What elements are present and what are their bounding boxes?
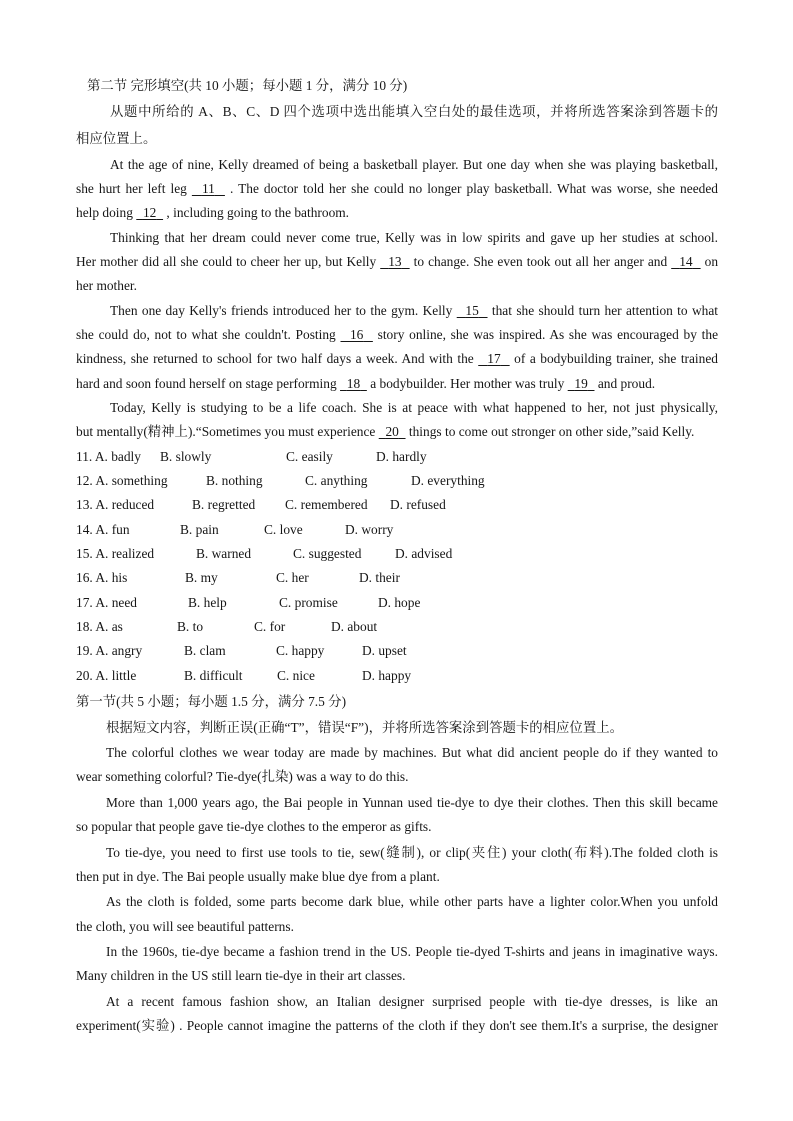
question-number: 14. [76,521,93,537]
blank-19: 19 [574,375,588,391]
option-b: B. my [185,570,218,586]
passage-line: her mother. [76,278,137,294]
question-number: 19. [76,643,93,659]
passage-line: As the cloth is folded, some parts become dark blue, while other parts have a lighter color.When you unfold [106,894,718,910]
passage-line [76,420,718,444]
cloze-directions-line: 相应位置上。 [76,130,157,146]
option-d: D. hardly [376,448,427,464]
passage-text: that she should turn her attention to what [491,302,718,318]
true-false-section-heading: 第一节(共 5 小题；每小题 1.5 分，满分 7.5 分) [76,694,347,710]
passage-line: wear something colorful? Tie-dye(扎染) was a way to do this. [76,769,409,785]
option-row-18 [76,615,718,639]
question-number: 11. [76,448,93,464]
option-b: B. difficult [184,667,243,683]
option-a: A. something [95,472,168,488]
option-row-12 [76,469,718,493]
blank-13: 13 [388,253,402,269]
passage-text: , including going to the bathroom. [166,205,350,221]
question-number: 20. [76,667,93,683]
option-d: D. everything [411,472,485,488]
option-a: A. reduced [95,497,155,513]
option-a: A. little [95,667,137,683]
passage-text: but mentally(精神上).“Sometimes you must experience [76,424,376,440]
passage-line: More than 1,000 years ago, the Bai people in Yunnan used tie-dye to dye their clothes. Then this skill became [106,794,718,810]
question-number: 12. [76,472,93,488]
option-row-16 [76,566,718,590]
option-c: C. suggested [293,546,362,561]
option-a: A. realized [95,546,155,561]
option-c: C. her [276,570,309,586]
passage-text: Then one day Kelly's friends introduced her to the gym. Kelly [110,302,453,318]
passage-line: In the 1960s, tie-dye became a fashion trend in the US. People tie-dyed T-shirts and jeans in imaginative ways. [106,944,718,960]
question-number: 15. [76,546,93,561]
blank-15: 15 [465,302,479,318]
option-a: A. angry [95,643,143,659]
option-c: C. nice [277,667,315,683]
passage-text: to change. She even took out all her anger and [413,253,668,269]
passage-line: the cloth, you will see beautiful patterns. [76,918,294,934]
option-a: A. need [95,594,138,610]
option-c: C. easily [286,448,333,464]
option-b: B. regretted [192,497,256,513]
option-row-11 [76,445,718,469]
passage-line: To tie-dye, you need to first use tools to tie, sew(缝制), or clip(夹住) your cloth(布料).The folded cloth is [106,844,718,860]
passage-line [76,372,718,396]
option-a: A. badly [94,448,141,464]
option-b: B. warned [196,546,252,561]
option-row-14 [76,518,718,542]
option-c: C. anything [305,472,368,488]
passage-text: . The doctor told her she could no longer play basketball. What was worse, she needed [229,180,718,196]
passage-line: so popular that people gave tie-dye clothes to the emperor as gifts. [76,819,432,835]
option-row-19 [76,639,718,663]
passage-line: The colorful clothes we wear today are made by machines. But what did ancient people do if they wanted to [106,745,718,761]
option-row-13 [76,493,718,517]
option-d: D. upset [362,643,407,659]
option-b: B. nothing [206,472,263,488]
passage-line [76,347,718,371]
passage-text: kindness, she returned to school for two half days a week. And with the [76,351,474,367]
passage-text: story online, she was inspired. As she was encouraged by the [377,326,719,342]
option-row-20 [76,664,718,688]
option-d: D. happy [362,667,412,683]
option-row-15 [76,542,718,566]
question-number: 16. [76,570,93,586]
option-b: B. to [177,619,204,635]
passage-text: things to come out stronger on other side,”said Kelly. [408,424,695,440]
option-b: B. slowly [160,448,212,464]
option-a: A. as [95,619,123,635]
option-d: D. worry [345,521,394,537]
passage-line: At a recent famous fashion show, an Italian designer surprised people with tie-dye dresses, is like an [106,993,718,1009]
question-number: 18. [76,619,93,635]
blank-12: 12 [142,205,157,221]
passage-text: of a bodybuilding trainer, she trained [514,351,718,367]
option-c: C. promise [279,594,338,610]
blank-14: 14 [679,253,693,269]
passage-text: Her mother did all she could to cheer her up, but Kelly [76,253,377,269]
question-number: 13. [76,497,93,513]
blank-18: 18 [346,375,361,391]
option-c: C. remembered [285,497,368,513]
passage-line: Thinking that her dream could never come true, Kelly was in low spirits and gave up her studies at school. [110,229,718,245]
passage-line [76,323,718,347]
passage-text: a bodybuilder. Her mother was truly [370,375,565,391]
passage-line [76,299,718,323]
passage-line: Today, Kelly is studying to be a life coach. She is at peace with what happened to her, not just physically, [110,399,718,415]
option-b: B. help [188,594,227,610]
passage-line [76,177,718,201]
cloze-section-heading: 第二节 完形填空(共 10 小题；每小题 1 分，满分 10 分) [87,77,408,93]
option-d: D. about [331,619,378,635]
question-number: 17. [76,594,93,610]
passage-text: she hurt her left leg [76,180,187,196]
passage-line [76,201,718,225]
passage-text: help doing [76,205,133,221]
blank-20: 20 [385,424,399,440]
option-c: C. love [264,521,303,537]
true-false-directions: 根据短文内容，判断正误(正确“T”，错误“F”)，并将所选答案涂到答题卡的相应位置上。 [106,720,623,736]
passage-text: and proud. [597,375,656,391]
option-b: B. pain [180,521,219,537]
option-a: A. his [95,570,128,586]
cloze-directions-line: 从题中所给的 A、B、C、D 四个选项中选出能填入空白处的最佳选项，并将所选答案涂到答题卡的 [110,103,718,119]
passage-text: on [704,253,719,269]
option-d: D. their [359,570,400,586]
option-b: B. clam [184,643,226,659]
passage-line [76,250,718,274]
option-d: D. advised [395,546,453,561]
option-d: D. refused [390,497,446,513]
passage-line: At the age of nine, Kelly dreamed of being a basketball player. But one day when she was playing basketball, [110,156,718,172]
option-d: D. hope [378,594,421,610]
blank-17: 17 [487,351,501,367]
passage-text: hard and soon found herself on stage performing [76,375,337,391]
option-row-17 [76,591,718,615]
passage-line: Many children in the US still learn tie-dye in their art classes. [76,968,406,984]
passage-text: she could do, not to what she couldn't. Posting [76,326,336,342]
blank-11: 11 [201,180,215,196]
option-c: C. happy [276,643,325,659]
option-a: A. fun [95,521,130,537]
passage-line: experiment(实验) . People cannot imagine the patterns of the cloth if they don't see them.It's a surprise, the designer [76,1018,718,1034]
passage-line: then put in dye. The Bai people usually make blue dye from a plant. [76,868,440,884]
page-content [76,72,718,1039]
option-c: C. for [254,619,286,635]
blank-16: 16 [349,326,364,342]
